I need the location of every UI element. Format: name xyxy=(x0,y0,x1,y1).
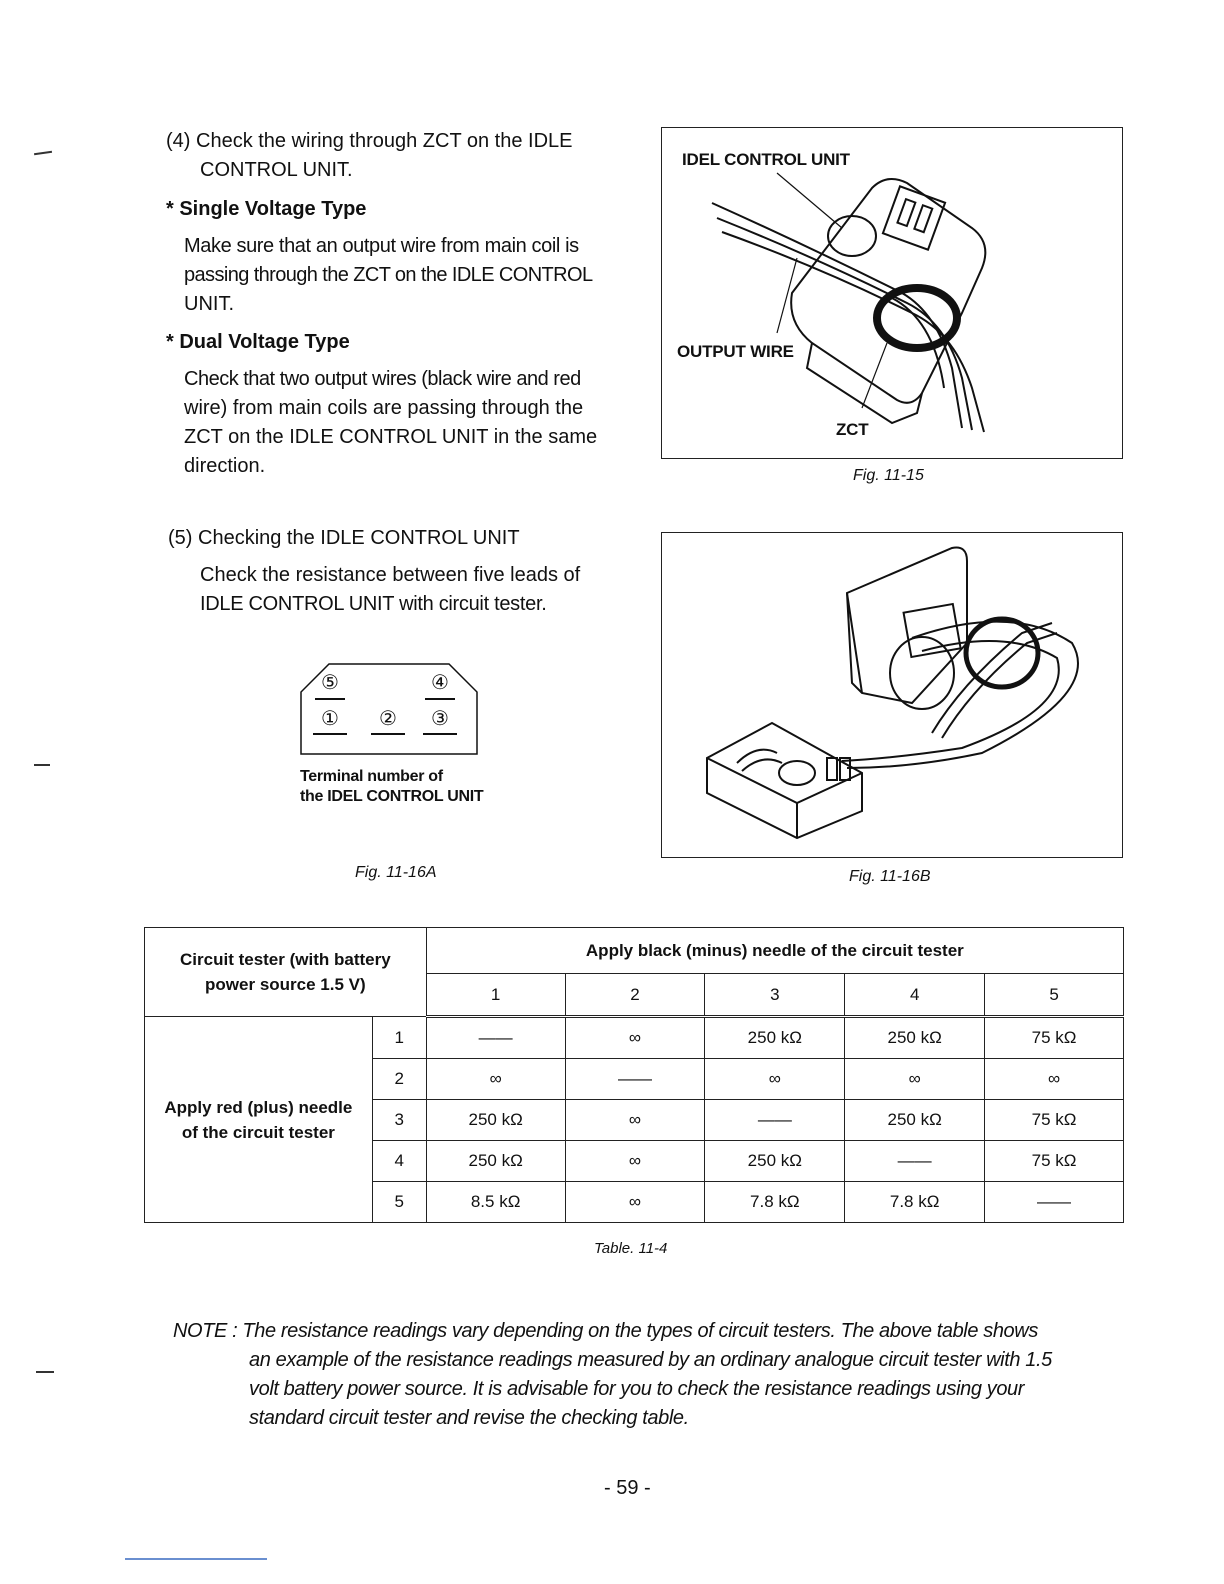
terminal-label-2: the IDEL CONTROL UNIT xyxy=(300,788,484,805)
dual-voltage-text-1: Check that two output wires (black wire and red xyxy=(184,368,581,390)
fig15-label-zct: ZCT xyxy=(836,420,869,439)
table-cell: ∞ xyxy=(565,1100,705,1141)
table-row-number: 1 xyxy=(372,1017,426,1059)
table-col-2: 2 xyxy=(565,974,705,1017)
margin-mark xyxy=(125,1558,267,1560)
terminal-2: ② xyxy=(379,708,397,730)
section5-text-2: IDLE CONTROL UNIT with circuit tester. xyxy=(200,593,547,615)
fig15-caption: Fig. 11-15 xyxy=(853,467,924,484)
single-voltage-text-1: Make sure that an output wire from main coil is xyxy=(184,235,579,257)
terminal-diagram xyxy=(299,662,479,756)
table-cell: —— xyxy=(705,1100,845,1141)
table-row-number: 2 xyxy=(372,1059,426,1100)
table-cell: —— xyxy=(845,1141,985,1182)
table-cell: —— xyxy=(985,1182,1124,1223)
table-col-1: 1 xyxy=(426,974,565,1017)
terminal-label-1: Terminal number of xyxy=(300,768,443,785)
table-cell: 250 kΩ xyxy=(426,1100,565,1141)
table-cell: 7.8 kΩ xyxy=(845,1182,985,1223)
table-cell: 250 kΩ xyxy=(705,1141,845,1182)
table-cell: 75 kΩ xyxy=(985,1100,1124,1141)
table-corner-header xyxy=(145,928,427,1017)
table-row-header-line-2: of the circuit tester xyxy=(181,1122,335,1142)
table-row-number: 3 xyxy=(372,1100,426,1141)
table-col-4: 4 xyxy=(845,974,985,1017)
table-cell: ∞ xyxy=(705,1059,845,1100)
table-col-5: 5 xyxy=(985,974,1124,1017)
table-caption: Table. 11-4 xyxy=(594,1240,668,1257)
table-cell: 75 kΩ xyxy=(985,1141,1124,1182)
note-line-4: standard circuit tester and revise the checking table. xyxy=(249,1407,689,1429)
margin-mark xyxy=(36,1371,54,1373)
table-corner-line-1: Circuit tester (with battery xyxy=(180,950,391,969)
idle-control-unit-illustration xyxy=(662,128,1122,458)
figure-11-15 xyxy=(661,127,1123,459)
fig16b-caption: Fig. 11-16B xyxy=(849,868,931,885)
table-cell: ∞ xyxy=(565,1182,705,1223)
terminal-4: ④ xyxy=(431,672,449,694)
table-cell: ∞ xyxy=(985,1059,1124,1100)
table-row-header xyxy=(145,1017,373,1223)
table-column-header: Apply black (minus) needle of the circuit tester xyxy=(426,928,1123,974)
figure-11-16b xyxy=(661,532,1123,858)
table-cell: —— xyxy=(426,1017,565,1059)
section5-heading: (5) Checking the IDLE CONTROL UNIT xyxy=(168,527,520,549)
dual-voltage-text-2: wire) from main coils are passing through the xyxy=(184,397,584,419)
table-cell: 250 kΩ xyxy=(845,1017,985,1059)
margin-mark xyxy=(34,764,50,766)
dual-voltage-title: * Dual Voltage Type xyxy=(166,331,350,353)
single-voltage-title: * Single Voltage Type xyxy=(166,198,367,220)
page-number: - 59 - xyxy=(604,1477,651,1499)
table-cell: 7.8 kΩ xyxy=(705,1182,845,1223)
table-cell: ∞ xyxy=(426,1059,565,1100)
terminal-3: ③ xyxy=(431,708,449,730)
terminal-1: ① xyxy=(321,708,339,730)
table-cell: ∞ xyxy=(845,1059,985,1100)
fig15-label-unit: IDEL CONTROL UNIT xyxy=(682,150,850,169)
single-voltage-text-2: passing through the ZCT on the IDLE CONTROL xyxy=(184,264,593,286)
table-cell: 250 kΩ xyxy=(426,1141,565,1182)
table-row xyxy=(145,1017,1124,1059)
table-cell: ∞ xyxy=(565,1141,705,1182)
table-row-number: 5 xyxy=(372,1182,426,1223)
circuit-tester-illustration xyxy=(662,533,1122,857)
note-line-1: NOTE : The resistance readings vary depending on the types of circuit testers. The above table shows xyxy=(173,1320,1038,1342)
note-line-2: an example of the resistance readings measured by an ordinary analogue circuit tester with 1.5 xyxy=(249,1349,1052,1371)
table-cell: 250 kΩ xyxy=(845,1100,985,1141)
table-cell: —— xyxy=(565,1059,705,1100)
table-row-header-line-1: Apply red (plus) needle xyxy=(164,1097,353,1117)
single-voltage-text-3: UNIT. xyxy=(184,293,234,315)
terminal-5: ⑤ xyxy=(321,672,339,694)
fig16a-caption: Fig. 11-16A xyxy=(355,864,437,881)
section4-heading-line2: CONTROL UNIT. xyxy=(200,159,353,181)
dual-voltage-text-4: direction. xyxy=(184,455,266,477)
fig15-label-output: OUTPUT WIRE xyxy=(677,342,794,361)
section5-text-1: Check the resistance between five leads of xyxy=(200,564,581,586)
margin-mark xyxy=(34,151,52,155)
resistance-table xyxy=(144,927,1124,1223)
table-row-number: 4 xyxy=(372,1141,426,1182)
note-line-3: volt battery power source. It is advisable for you to check the resistance readings using your xyxy=(249,1378,1025,1400)
table-cell: 8.5 kΩ xyxy=(426,1182,565,1223)
table-corner-line-2: power source 1.5 V) xyxy=(205,975,366,994)
section4-heading-line1: (4) Check the wiring through ZCT on the IDLE xyxy=(166,130,573,152)
table-col-3: 3 xyxy=(705,974,845,1017)
table-cell: 75 kΩ xyxy=(985,1017,1124,1059)
table-cell: 250 kΩ xyxy=(705,1017,845,1059)
table-cell: ∞ xyxy=(565,1017,705,1059)
dual-voltage-text-3: ZCT on the IDLE CONTROL UNIT in the same xyxy=(184,426,598,448)
